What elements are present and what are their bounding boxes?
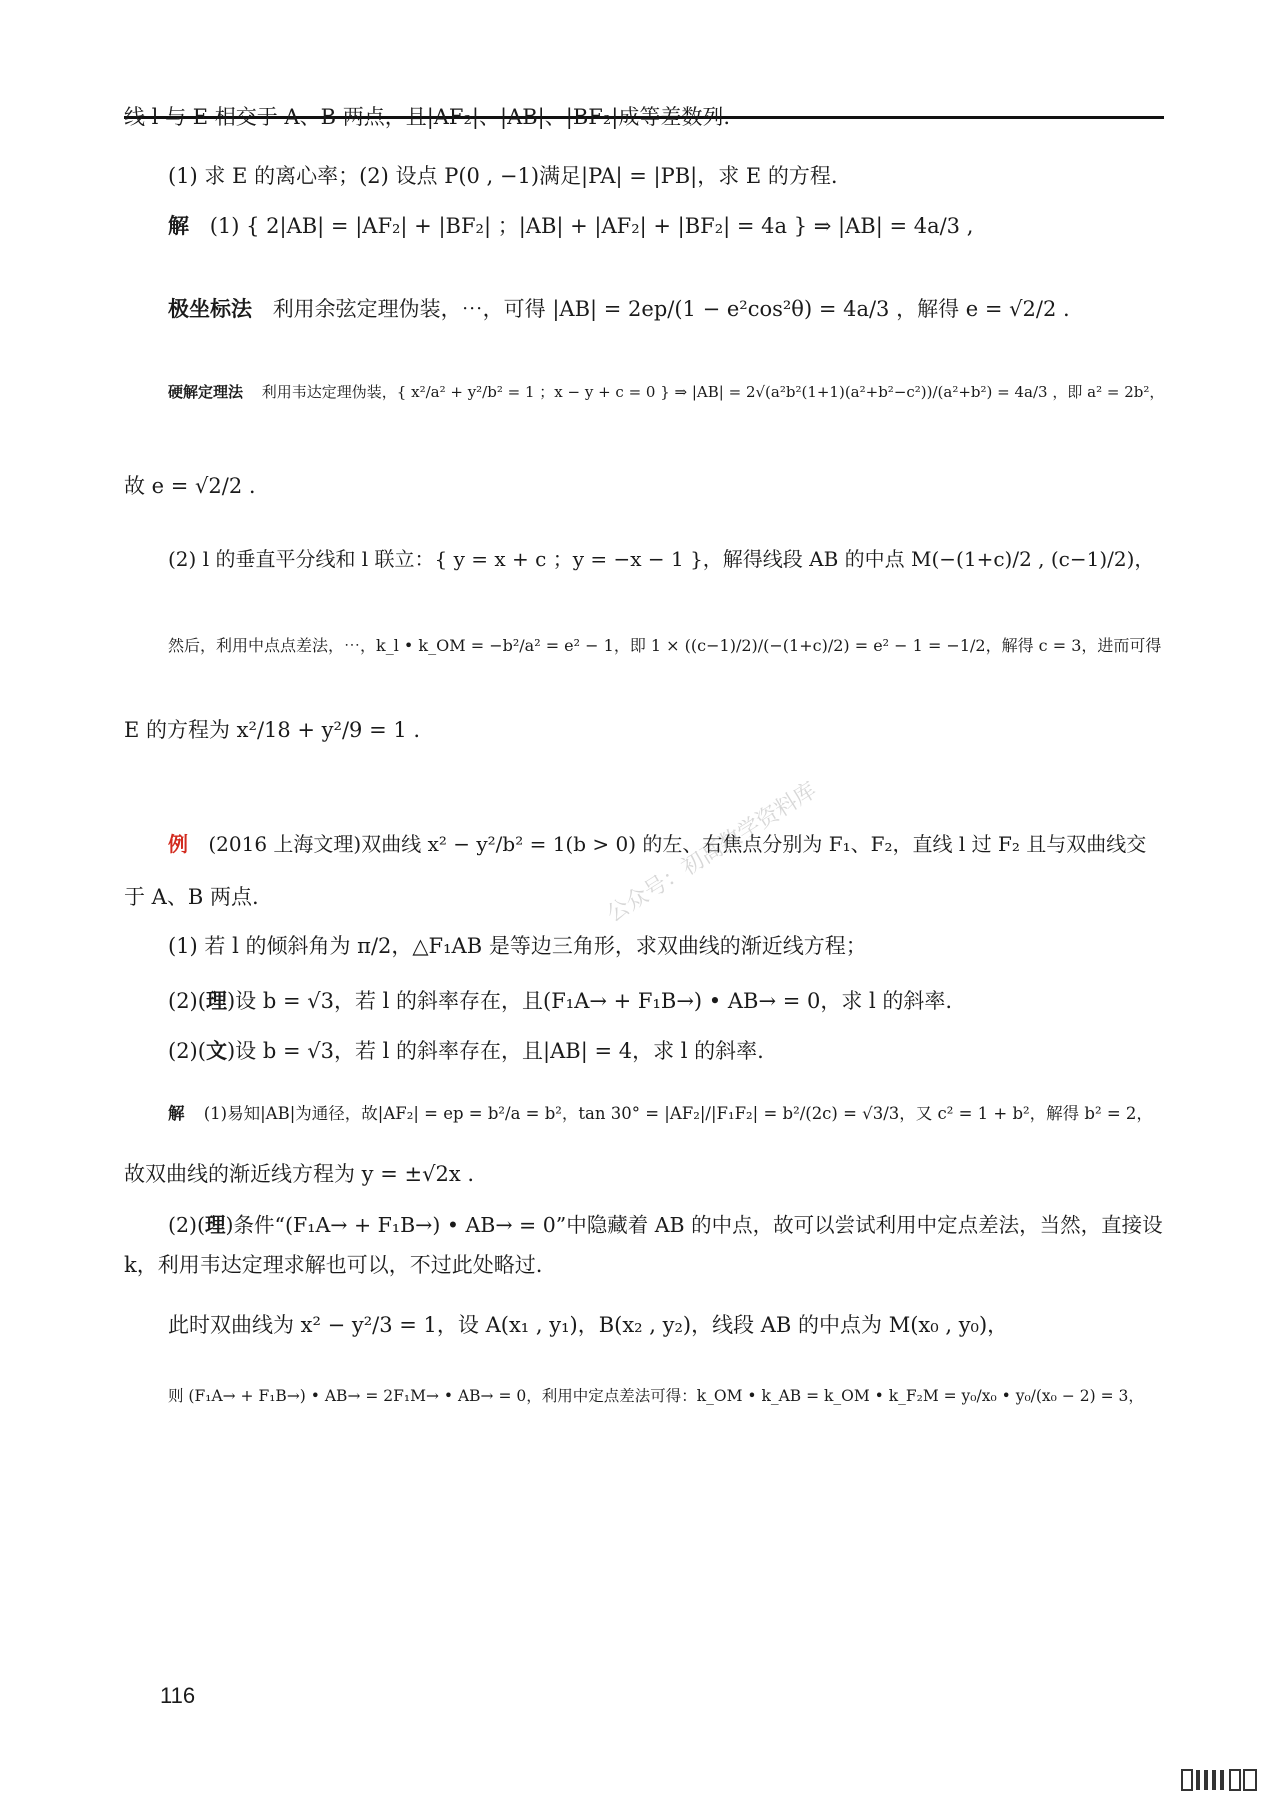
example-solution-1 bbox=[168, 1100, 1164, 1128]
hard-method-text: 利用韦达定理伪装，{ x²/a² + y²/b² = 1 ；x − y + c = 0 } ⇒ |AB| = 2√(a²b²(1+1)(a²+b²−c²))/(a²+b²) = 4a/3 ，即 a² = 2b²， bbox=[261, 383, 1165, 401]
q2-li-text: )设 b = √3，若 l 的斜率存在，且(F₁A→ + F₁B→) • AB→ = 0，求 l 的斜率. bbox=[226, 989, 953, 1013]
solution-part2: (2) l 的垂直平分线和 l 联立：{ y = x + c ；y = −x − 1 }，解得线段 AB 的中点 M(−(1+c)/2 , (c−1)/2)， bbox=[168, 547, 1155, 571]
polar-method-text: 利用余弦定理伪装，⋯，可得 |AB| = 2ep/(1 − e²cos²θ) = 4a/3 ，解得 e = √2/2 . bbox=[272, 297, 1070, 321]
example-solution-label: 解 bbox=[168, 1104, 185, 1123]
example-statement-cont: 于 A、B 两点. bbox=[124, 885, 259, 909]
example-text: 双曲线 x² − y²/b² = 1(b > 0) 的左、右焦点分别为 F₁、F₂，直线 l 过 F₂ 且与双曲线交 bbox=[361, 832, 1147, 856]
example-solution-2-hyperbola: 此时双曲线为 x² − y²/3 = 1，设 A(x₁ , y₁)，B(x₂ , y₂)，线段 AB 的中点为 M(x₀ , y₀)， bbox=[168, 1313, 1009, 1337]
hard-method-label: 硬解定理法 bbox=[168, 383, 244, 401]
example-question-1: (1) 若 l 的倾斜角为 π/2，△F₁AB 是等边三角形，求双曲线的渐近线方程； bbox=[168, 934, 867, 958]
example-question-2-wen bbox=[168, 1037, 1164, 1065]
q2-wen-prefix: (2)( bbox=[168, 1039, 206, 1063]
hard-method-conclusion: 故 e = √2/2 . bbox=[124, 474, 256, 498]
hard-solve-method bbox=[168, 378, 1164, 406]
q2-li-tag: 理 bbox=[205, 989, 227, 1013]
q2-wen-tag: 文 bbox=[205, 1039, 227, 1063]
corner-logo-icon bbox=[1180, 1768, 1260, 1792]
example-label: 例 bbox=[168, 832, 188, 856]
page-number: 116 bbox=[160, 1683, 196, 1708]
example-question-2-li bbox=[168, 987, 1164, 1015]
example-solution-1-text: (1)易知|AB|为通径，故|AF₂| = ep = b²/a = b²，tan 30° = |AF₂|/|F₁F₂| = b²/(2c) = √3/3，又 c² = 1 + b²，解得 b² = 2， bbox=[203, 1104, 1153, 1123]
sol2-prefix: (2)( bbox=[168, 1213, 206, 1237]
solution-part1 bbox=[168, 212, 1164, 240]
example-solution-2 bbox=[168, 1211, 1164, 1239]
example-source: (2016 上海文理) bbox=[208, 832, 362, 856]
problem-questions: (1) 求 E 的离心率；(2) 设点 P(0 , −1)满足|PA| = |PB|，求 E 的方程. bbox=[168, 164, 838, 188]
problem-fragment: 线 l 与 E 相交于 A、B 两点，且|AF₂|、|AB|、|BF₂|成等差数列. bbox=[124, 105, 730, 129]
solution-part2-then: 然后，利用中点点差法，⋯，k_l • k_OM = −b²/a² = e² − 1，即 1 × ((c−1)/2)/(−(1+c)/2) = e² − 1 = −1/2，解得 c = 3，进而可得 bbox=[168, 636, 1162, 655]
polar-method-label: 极坐标法 bbox=[168, 297, 252, 321]
example-solution-1-cont: 故双曲线的渐近线方程为 y = ±√2x . bbox=[124, 1162, 475, 1186]
sol2-text: )条件“(F₁A→ + F₁B→) • AB→ = 0”中隐藏着 AB 的中点，故可以尝试利用中定点差法，当然，直接设 bbox=[225, 1213, 1163, 1237]
polar-method bbox=[168, 295, 1164, 323]
sol2-tag: 理 bbox=[205, 1213, 226, 1237]
solution-label: 解 bbox=[168, 214, 189, 238]
q2-wen-text: )设 b = √3，若 l 的斜率存在，且|AB| = 4，求 l 的斜率. bbox=[226, 1039, 764, 1063]
solution-part1-text: (1) { 2|AB| = |AF₂| + |BF₂| ；|AB| + |AF₂| + |BF₂| = 4a } ⇒ |AB| = 4a/3 , bbox=[209, 214, 974, 238]
example-solution-2-cont: k，利用韦达定理求解也可以，不过此处略过. bbox=[124, 1253, 543, 1277]
solution-part2-result: E 的方程为 x²/18 + y²/9 = 1 . bbox=[124, 718, 421, 742]
watermark: 公众号：初高数学资料库 bbox=[602, 777, 822, 928]
example-statement bbox=[168, 830, 1164, 858]
q2-li-prefix: (2)( bbox=[168, 989, 206, 1013]
example-solution-2-final: 则 (F₁A→ + F₁B→) • AB→ = 2F₁M→ • AB→ = 0，利用中定点差法可得：k_OM • k_AB = k_OM • k_F₂M = y₀/x₀ • y₀/(x₀ − 2) = 3， bbox=[168, 1387, 1144, 1405]
